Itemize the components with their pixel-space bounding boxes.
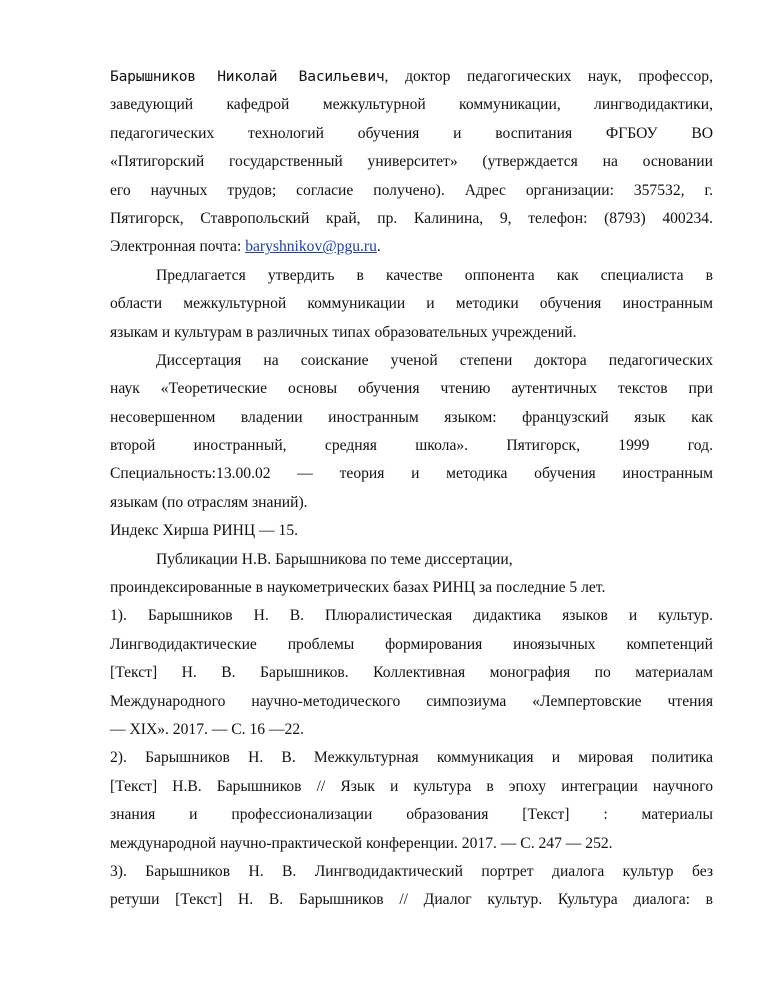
text-line: наук «Теоретические основы обучения чтению аутентичных текстов при [110,380,713,398]
text-line: «Пятигорский государственный университет» (утверждается на основании [110,153,713,171]
text-line: [Текст] Н. В. Барышников. Коллективная монография по материалам [110,664,713,682]
dissertation-paragraph [110,347,713,517]
text-line: второй иностранный, средняя школа». Пятигорск, 1999 год. [110,437,713,455]
text-line: его научных трудов; согласие получено). Адрес организации: 357532, г. [110,181,713,199]
text-line: Барышников Николай Васильевич, доктор педагогических наук, профессор, [110,68,714,85]
text-line: заведующий кафедрой межкультурной коммуникации, лингводидактики, [110,96,713,114]
text-line: Публикации Н.В. Барышникова по теме диссертации, [156,550,513,568]
text-line: — XIX». 2017. — С. 16 —22. [110,720,305,738]
text-line: области межкультурной коммуникации и методики обучения иностранным [110,295,713,313]
text-line: Пятигорск, Ставропольский край, пр. Калинина, 9, телефон: (8793) 400234. [110,209,713,227]
text-line: языкам (по отраслям знаний). [110,493,308,511]
proposal-paragraph [110,262,713,347]
text-line: [Текст] Н.В. Барышников // Язык и культура в эпоху интеграции научного [110,777,713,795]
text-line: педагогических технологий обучения и воспитания ФГБОУ ВО [110,124,713,142]
hirsch-index [110,517,713,545]
text-line: Диссертация на соискание ученой степени доктора педагогических [156,351,713,369]
text-line: несовершенном владении иностранным языком: французский язык как [110,408,713,426]
publication-item [110,858,713,915]
text-line: Специальность:13.00.02 — теория и методика обучения иностранным [110,465,713,483]
publication-item [110,744,713,858]
text-line: Предлагается утвердить в качестве оппонента как специалиста в [156,266,713,284]
text-line: 3). Барышников Н. В. Лингводидактический портрет диалога культур без [110,862,713,880]
email-link[interactable]: baryshnikov@pgu.ru [245,238,377,256]
text-line: языкам и культурам в различных типах образовательных учреждений. [110,323,577,341]
text-line: знания и профессионализации образования [Текст] : материалы [110,806,713,824]
text-line: проиндексированные в наукометрических базах РИНЦ за последние 5 лет. [110,579,606,597]
publication-item [110,602,713,744]
document-page [110,63,713,915]
text-line: Лингводидактические проблемы формирования иноязычных компетенций [110,635,713,653]
bio-paragraph [110,63,713,262]
text-line: 2). Барышников Н. В. Межкультурная коммуникация и мировая политика [110,749,713,767]
text-line: Электронная почта: baryshnikov@pgu.ru. [110,238,381,256]
text-line: Индекс Хирша РИНЦ — 15. [110,522,299,540]
text-line: международной научно-практической конференции. 2017. — С. 247 — 252. [110,834,613,852]
text-line: ретуши [Текст] Н. В. Барышников // Диалог культур. Культура диалога: в [110,891,713,909]
text-line: Международного научно-методического симпозиума «Лемпертовские чтения [110,692,713,710]
text-line: 1). Барышников Н. В. Плюралистическая дидактика языков и культур. [110,607,713,625]
person-name: Барышников Николай Васильевич [110,68,385,85]
publications-heading [110,546,713,603]
